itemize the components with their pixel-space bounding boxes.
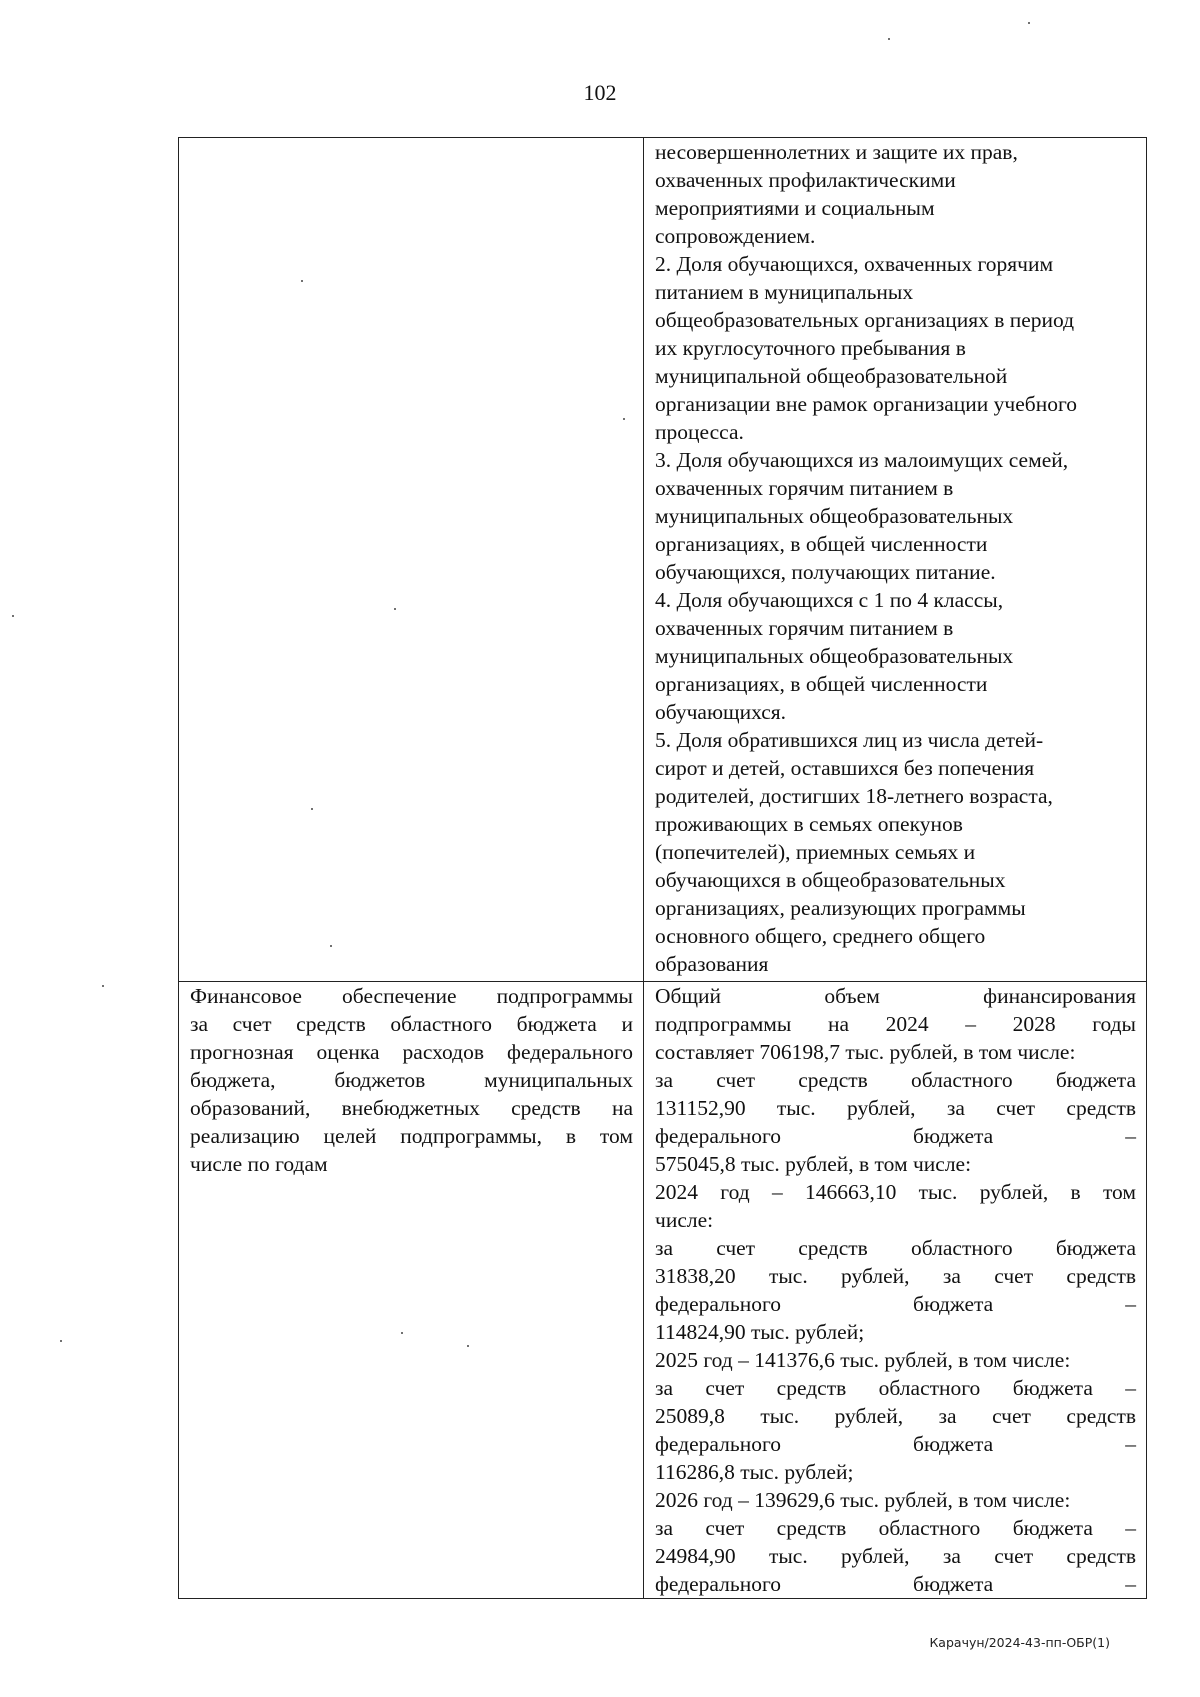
- text-line: 5. Доля обратившихся лиц из числа детей-: [655, 728, 1044, 752]
- text-line: организациях, в общей численности: [655, 672, 988, 696]
- text-line: образования: [655, 952, 769, 976]
- page-number: 102: [583, 80, 617, 105]
- row1-right-cell: [644, 138, 1147, 982]
- text-line: 25089,8 тыс. рублей, за счет средств: [655, 1404, 1136, 1428]
- scan-speck: [60, 1340, 62, 1342]
- text-line: 575045,8 тыс. рублей, в том числе:: [655, 1152, 972, 1176]
- text-line: муниципальных общеобразовательных: [655, 504, 1014, 528]
- table-row-financing: [179, 982, 1147, 1599]
- text-line: (попечителей), приемных семьях и: [655, 840, 976, 864]
- text-line: 116286,8 тыс. рублей;: [655, 1460, 854, 1484]
- scan-speck: [1028, 22, 1030, 24]
- text-line: федерального бюджета –: [655, 1572, 1136, 1596]
- table-row-indicators: [179, 138, 1147, 982]
- text-line: 131152,90 тыс. рублей, за счет средств: [655, 1096, 1136, 1120]
- scan-speck: [301, 280, 303, 282]
- text-line: федерального бюджета –: [655, 1124, 1136, 1148]
- document-code: Карачун/2024-43-пп-ОБР(1): [929, 1635, 1110, 1650]
- scan-speck: [102, 985, 104, 987]
- text-line: за счет средств областного бюджета –: [655, 1376, 1136, 1400]
- text-line: 31838,20 тыс. рублей, за счет средств: [655, 1264, 1136, 1288]
- text-line: бюджета, бюджетов муниципальных: [190, 1068, 633, 1092]
- text-line: обучающихся в общеобразовательных: [655, 868, 1006, 892]
- text-line: общеобразовательных организациях в период: [655, 308, 1075, 332]
- text-line: проживающих в семьях опекунов: [655, 812, 963, 836]
- scan-speck: [311, 808, 313, 810]
- text-line: 114824,90 тыс. рублей;: [655, 1320, 865, 1344]
- text-line: 4. Доля обучающихся с 1 по 4 классы,: [655, 588, 1004, 612]
- row2-left-cell: [179, 982, 644, 1599]
- text-line: мероприятиями и социальным: [655, 196, 935, 220]
- row2-right-cell: [644, 982, 1147, 1599]
- text-line: 2025 год – 141376,6 тыс. рублей, в том числе:: [655, 1348, 1071, 1372]
- text-line: федерального бюджета –: [655, 1432, 1136, 1456]
- text-line: за счет средств областного бюджета и: [190, 1012, 633, 1036]
- scan-speck: [394, 608, 396, 610]
- scan-speck: [401, 1332, 403, 1334]
- text-line: образований, внебюджетных средств на: [190, 1096, 633, 1120]
- text-line: Общий объем финансирования: [655, 984, 1136, 1008]
- text-line: Финансовое обеспечение подпрограммы: [190, 984, 633, 1008]
- text-line: основного общего, среднего общего: [655, 924, 986, 948]
- text-line: 2. Доля обучающихся, охваченных горячим: [655, 252, 1054, 276]
- scan-speck: [467, 1345, 469, 1347]
- text-line: организациях, в общей численности: [655, 532, 988, 556]
- text-line: обучающихся.: [655, 700, 787, 724]
- text-line: организации вне рамок организации учебного: [655, 392, 1077, 416]
- text-line: подпрограммы на 2024 – 2028 годы: [655, 1012, 1136, 1036]
- text-line: числе по годам: [190, 1152, 328, 1176]
- passport-table: [178, 137, 1147, 1599]
- text-line: 2026 год – 139629,6 тыс. рублей, в том числе:: [655, 1488, 1071, 1512]
- row1-left-cell: [179, 138, 644, 982]
- text-line: их круглосуточного пребывания в: [655, 336, 966, 360]
- text-line: федерального бюджета –: [655, 1292, 1136, 1316]
- text-line: охваченных горячим питанием в: [655, 476, 954, 500]
- scan-speck: [12, 615, 14, 617]
- text-line: прогнозная оценка расходов федерального: [190, 1040, 633, 1064]
- text-line: муниципальной общеобразовательной: [655, 364, 1008, 388]
- text-line: организациях, реализующих программы: [655, 896, 1026, 920]
- text-line: 2024 год – 146663,10 тыс. рублей, в том: [655, 1180, 1136, 1204]
- text-line: сирот и детей, оставшихся без попечения: [655, 756, 1035, 780]
- text-line: процесса.: [655, 420, 744, 444]
- text-line: числе:: [655, 1208, 714, 1232]
- text-line: родителей, достигших 18-летнего возраста,: [655, 784, 1053, 808]
- text-line: за счет средств областного бюджета –: [655, 1516, 1136, 1540]
- text-line: обучающихся, получающих питание.: [655, 560, 996, 584]
- text-line: несовершеннолетних и защите их прав,: [655, 140, 1018, 164]
- text-line: за счет средств областного бюджета: [655, 1068, 1136, 1092]
- text-line: реализацию целей подпрограммы, в том: [190, 1124, 633, 1148]
- text-line: сопровождением.: [655, 224, 816, 248]
- text-line: 24984,90 тыс. рублей, за счет средств: [655, 1544, 1136, 1568]
- text-line: муниципальных общеобразовательных: [655, 644, 1014, 668]
- text-line: за счет средств областного бюджета: [655, 1236, 1136, 1260]
- scan-speck: [623, 418, 625, 420]
- scan-speck: [330, 945, 332, 947]
- text-line: составляет 706198,7 тыс. рублей, в том числе:: [655, 1040, 1076, 1064]
- text-line: 3. Доля обучающихся из малоимущих семей,: [655, 448, 1069, 472]
- text-line: охваченных горячим питанием в: [655, 616, 954, 640]
- scan-speck: [888, 38, 890, 40]
- text-line: охваченных профилактическими: [655, 168, 956, 192]
- text-line: питанием в муниципальных: [655, 280, 914, 304]
